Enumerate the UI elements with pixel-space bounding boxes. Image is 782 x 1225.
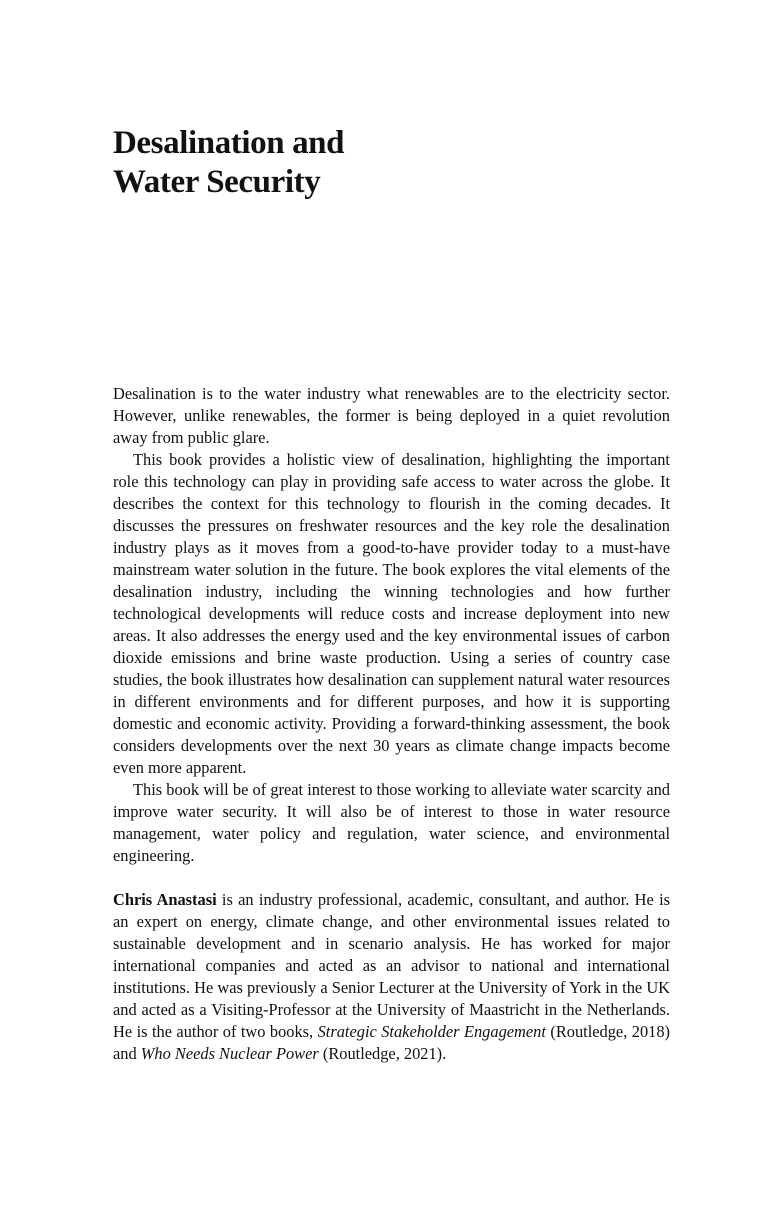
book-reference-2-title: Who Needs Nuclear Power bbox=[140, 1044, 319, 1063]
book-reference-1-publisher: (Routledge, 2018) and bbox=[113, 1022, 670, 1063]
author-name: Chris Anastasi bbox=[113, 890, 217, 909]
book-description bbox=[113, 383, 670, 867]
book-title-line-1: Desalination and bbox=[113, 125, 345, 161]
book-reference-2-publisher: (Routledge, 2021). bbox=[318, 1044, 447, 1063]
book-reference-1-title: Strategic Stakeholder Engagement bbox=[317, 1022, 546, 1041]
description-paragraph-1: Desalination is to the water industry what renewables are to the electricity sector. However, unlike renewables, the former is being deployed in a quiet revolution away from public glare. bbox=[113, 384, 670, 447]
author-bio bbox=[113, 889, 670, 1065]
description-paragraph-3: This book will be of great interest to those working to alleviate water scarcity and improve water security. It will also be of interest to those in water resource management, water policy and regulation, water science, and environmental engineering. bbox=[113, 780, 670, 865]
author-bio-paragraph bbox=[113, 889, 670, 1065]
book-title-line-2: Water Security bbox=[113, 164, 321, 200]
book-title bbox=[113, 124, 344, 202]
description-paragraph-2: This book provides a holistic view of desalination, highlighting the important role this technology can play in providing safe access to water across the globe. It describes the context for this technology to flourish in the coming decades. It discusses the pressures on freshwater resources and the key role the desalination industry plays as it moves from a good-to-have provider today to a must-have mainstream water solution in the future. The book explores the vital elements of the desalination industry, including the winning technologies and how further technological developments will reduce costs and increase deployment into new areas. It also addresses the energy used and the key environmental issues of carbon dioxide emissions and brine waste production. Using a series of country case studies, the book illustrates how desalination can supplement natural water resources in different environments and for different purposes, and how it is supporting domestic and economic activity. Providing a forward-thinking assessment, the book considers developments over the next 30 years as climate change impacts become even more apparent. bbox=[113, 450, 670, 777]
author-bio-text: is an industry professional, academic, consultant, and author. He is an expert on energy, climate change, and other environmental issues related to sustainable development and in scenario analysis. He has worked for major international companies and acted as an advisor to national and international institutions. He was previously a Senior Lecturer at the University of York in the UK and acted as a Visiting-Professor at the University of Maastricht in the Netherlands. He is the author of two books, bbox=[113, 890, 671, 1041]
